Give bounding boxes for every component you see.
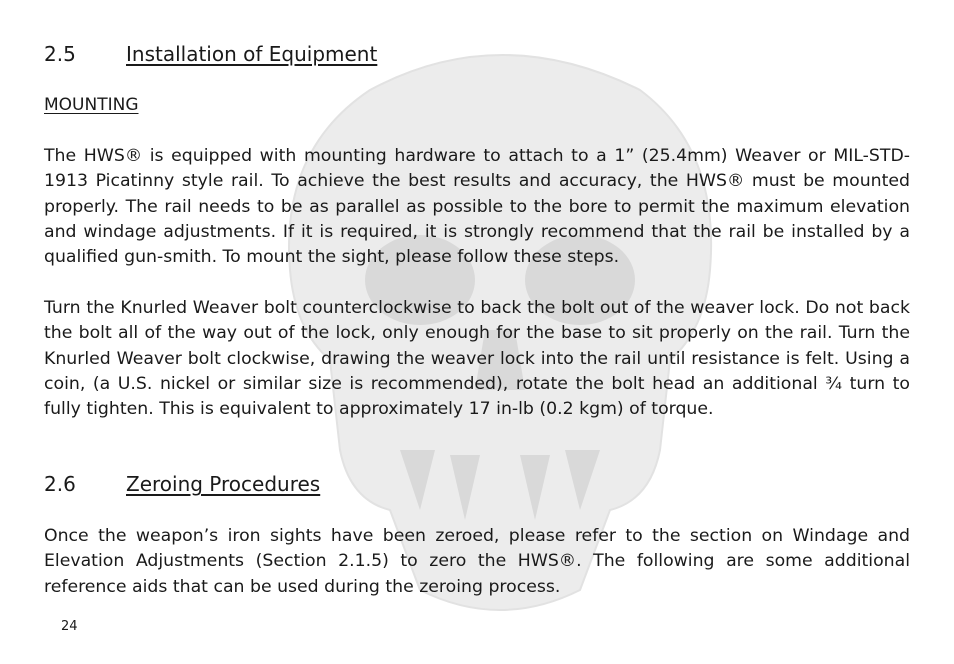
- section-number: 2.5: [44, 42, 76, 66]
- section-title: Zeroing Procedures: [126, 472, 321, 496]
- section-heading-2-6: [44, 472, 320, 496]
- paragraph-mounting-steps: Turn the Knurled Weaver bolt counterclockwise to back the bolt out of the weaver lock. Do not back the bolt all of the way out of the lock, only enough for the base to sit properly on the rail. Turn the Knurled Weaver bolt clockwise, drawing the weaver lock into the rail until resistance is felt. Using a coin, (a U.S. nickel or similar size is recommended), rotate the bolt head an additional ¾ turn to fully tighten. This is equivalent to approximately 17 in-lb (0.2 kgm) of torque.: [44, 298, 910, 420]
- section-number: 2.6: [44, 472, 76, 496]
- paragraph-zeroing: Once the weapon’s iron sights have been zeroed, please refer to the section on Windage and Elevation Adjustments (Section 2.1.5) to zero the HWS®. The following are some additional reference aids that can be used during the zeroing process.: [44, 526, 910, 597]
- paragraph-mounting-intro: The HWS® is equipped with mounting hardware to attach to a 1” (25.4mm) Weaver or MIL-STD-1913 Picatinny style rail. To achieve the best results and accuracy, the HWS® must be mounted properly. The rail needs to be as parallel as possible to the bore to permit the maximum elevation and windage adjustments. If it is required, it is strongly recommend that the rail be installed by a qualified gun-smith. To mount the sight, please follow these steps.: [44, 146, 910, 268]
- page-number: 24: [61, 619, 78, 634]
- section-title: Installation of Equipment: [126, 42, 378, 66]
- subheading-mounting: MOUNTING: [44, 95, 139, 115]
- section-heading-2-5: [44, 42, 377, 66]
